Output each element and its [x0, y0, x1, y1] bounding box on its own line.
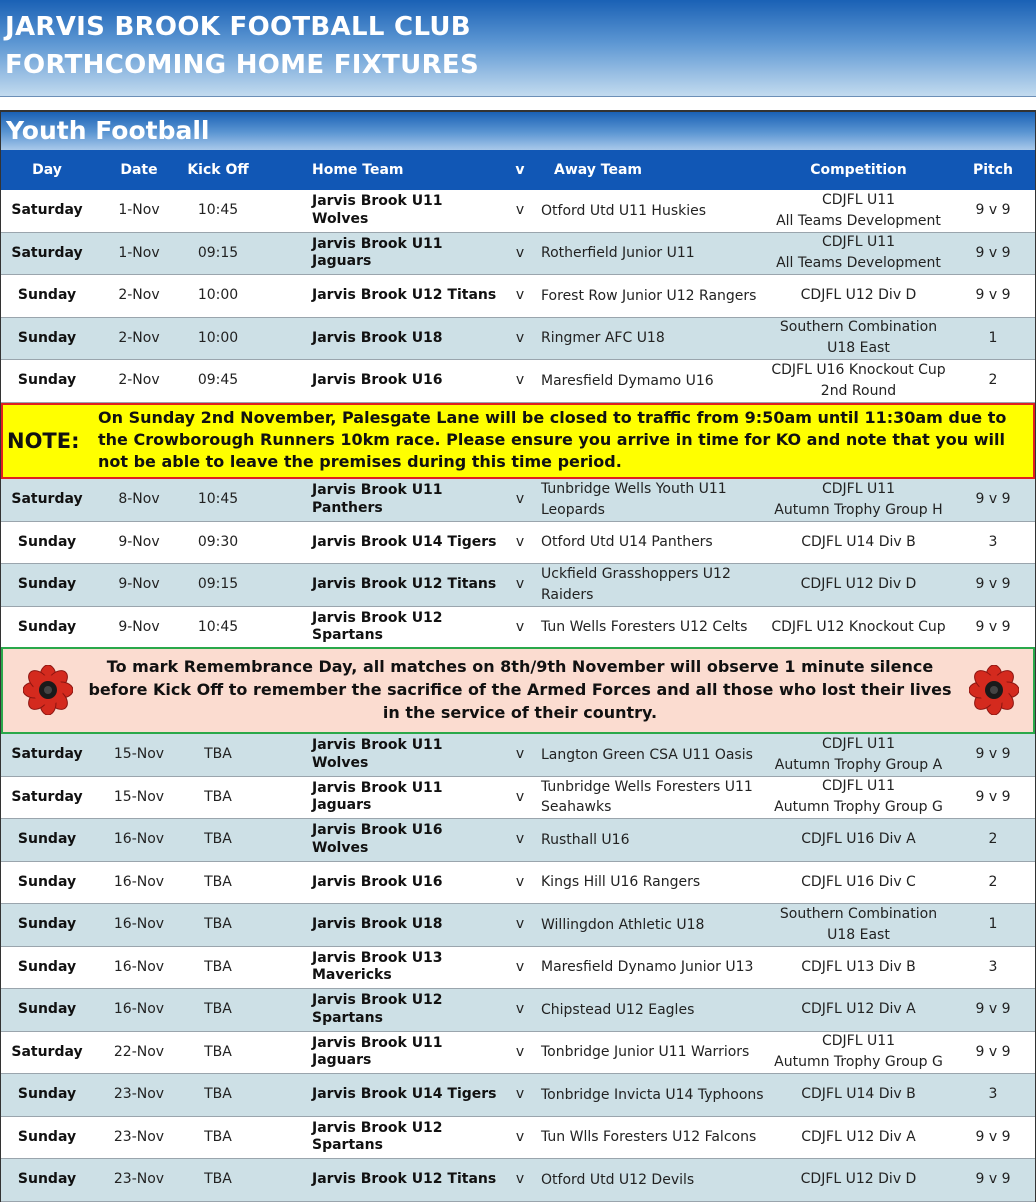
fixture-day: Sunday — [17, 533, 77, 550]
competition — [774, 479, 942, 521]
competition-name: CDJFL U16 Div A — [801, 831, 916, 848]
fixture-date: 23-Nov — [113, 1086, 165, 1103]
fixture-kickoff: 09:30 — [197, 533, 239, 550]
fixture-date: 23-Nov — [113, 1171, 165, 1188]
versus: v — [515, 533, 525, 550]
fixture-row — [1, 989, 1035, 1032]
fixture-row — [1, 777, 1035, 820]
fixture-day: Sunday — [17, 1001, 77, 1018]
col-header-date: Date — [120, 161, 158, 178]
youth-football-section — [0, 110, 1036, 1202]
competition — [801, 532, 916, 553]
fixture-day: Sunday — [17, 1128, 77, 1145]
versus: v — [515, 1043, 525, 1060]
fixture-date: 9-Nov — [118, 618, 160, 635]
away-team: Rusthall U16 — [541, 831, 630, 848]
away-team: Tun Wlls Foresters U12 Falcons — [541, 1129, 757, 1146]
fixture-date: 16-Nov — [113, 958, 165, 975]
fixture-pitch: 9 v 9 — [975, 287, 1011, 304]
col-header-pitch: Pitch — [972, 161, 1014, 178]
fixture-row — [1, 1032, 1035, 1075]
fixture-day: Saturday — [11, 788, 83, 805]
fixture-row — [1, 607, 1035, 650]
fixture-pitch: 9 v 9 — [975, 202, 1011, 219]
fixture-row — [1, 1117, 1035, 1160]
competition — [774, 1031, 943, 1073]
away-team: Kings Hill U16 Rangers — [541, 874, 701, 891]
home-team: Jarvis Brook U11 Panthers — [312, 482, 443, 516]
versus: v — [515, 372, 525, 389]
competition-name: CDJFL U16 Div C — [801, 873, 916, 890]
fixture-date: 23-Nov — [113, 1128, 165, 1145]
home-team: Jarvis Brook U11 Jaguars — [312, 235, 443, 270]
fixture-date: 16-Nov — [113, 831, 165, 848]
home-team: Jarvis Brook U12 Titans — [312, 1171, 497, 1187]
competition — [776, 190, 941, 232]
home-team: Jarvis Brook U16 Wolves — [312, 822, 443, 856]
note-label: NOTE: — [7, 429, 80, 453]
competition — [780, 317, 937, 359]
fixture-pitch: 3 — [988, 958, 998, 975]
fixture-kickoff: TBA — [204, 1086, 232, 1103]
competition-name: Southern Combination — [779, 319, 938, 336]
remembrance-text: To mark Remembrance Day, all matches on 8th/9th November will observe 1 minute silence before Kick Off to remember the sacrifice of the Armed Forces and all those who lost their lives in the service of their country. — [88, 657, 952, 722]
away-team: Maresfield Dymamo U16 — [541, 372, 714, 389]
fixture-kickoff: TBA — [204, 788, 232, 805]
fixture-date: 22-Nov — [113, 1043, 165, 1060]
competition-name: CDJFL U12 Div D — [800, 1171, 917, 1188]
col-header-v: v — [515, 161, 525, 178]
competition — [780, 904, 937, 946]
fixture-row — [1, 318, 1035, 361]
versus: v — [515, 491, 525, 508]
fixture-kickoff: TBA — [204, 1171, 232, 1188]
fixture-pitch: 3 — [988, 1086, 998, 1103]
away-team: Ringmer AFC U18 — [541, 330, 665, 347]
competition-name: CDJFL U11 — [821, 480, 896, 497]
away-team: Forest Row Junior U12 Rangers — [541, 287, 757, 304]
home-team: Jarvis Brook U14 Tigers — [312, 533, 497, 550]
col-header-home: Home Team — [312, 161, 404, 178]
away-team: Maresfield Dynamo Junior U13 — [541, 959, 754, 976]
fixture-kickoff: 10:45 — [197, 618, 239, 635]
fixture-kickoff: TBA — [204, 831, 232, 848]
fixture-pitch: 9 v 9 — [975, 1001, 1011, 1018]
fixture-date: 1-Nov — [118, 244, 160, 261]
fixture-day: Sunday — [17, 1086, 77, 1103]
competition-name: CDJFL U13 Div B — [801, 958, 916, 975]
away-team: Otford Utd U12 Devils — [541, 1171, 695, 1188]
fixture-row — [1, 734, 1035, 777]
competition — [774, 776, 943, 818]
competition — [801, 1084, 916, 1105]
competition-stage: All Teams Development — [776, 212, 941, 229]
fixture-day: Saturday — [11, 244, 83, 261]
versus: v — [515, 287, 525, 304]
poppy-icon — [969, 665, 1019, 715]
fixture-date: 16-Nov — [113, 1001, 165, 1018]
fixture-pitch: 9 v 9 — [975, 618, 1011, 635]
fixture-day: Sunday — [17, 618, 77, 635]
versus: v — [515, 1001, 525, 1018]
away-team: Uckfield Grasshoppers U12 Raiders — [541, 566, 731, 603]
versus: v — [515, 618, 525, 635]
fixture-kickoff: 09:15 — [197, 244, 239, 261]
competition-stage: U18 East — [827, 926, 890, 943]
poppy-icon — [23, 665, 73, 715]
competition — [771, 617, 945, 638]
versus: v — [515, 576, 525, 593]
fixture-row — [1, 862, 1035, 905]
versus: v — [515, 746, 525, 763]
fixture-kickoff: 10:00 — [197, 329, 239, 346]
versus: v — [515, 916, 525, 933]
competition-name: CDJFL U16 Knockout Cup — [771, 361, 946, 378]
fixture-pitch: 9 v 9 — [975, 1128, 1011, 1145]
fixture-kickoff: 10:45 — [197, 491, 239, 508]
fixture-row — [1, 819, 1035, 862]
away-team: Tonbridge Junior U11 Warriors — [541, 1044, 750, 1061]
competition — [771, 360, 945, 402]
fixture-kickoff: 09:15 — [197, 576, 239, 593]
fixture-pitch: 3 — [988, 533, 998, 550]
home-team: Jarvis Brook U11 Jaguars — [312, 779, 443, 814]
fixture-row — [1, 275, 1035, 318]
versus: v — [515, 1171, 525, 1188]
away-team: Rotherfield Junior U11 — [541, 245, 695, 262]
versus: v — [515, 1086, 525, 1103]
home-team: Jarvis Brook U11 Wolves — [312, 193, 443, 227]
competition-name: CDJFL U11 — [821, 234, 896, 251]
col-header-away: Away Team — [554, 161, 643, 178]
away-team: Chipstead U12 Eagles — [541, 1001, 695, 1018]
fixture-kickoff: 10:45 — [197, 202, 239, 219]
versus: v — [515, 329, 525, 346]
home-team: Jarvis Brook U12 Titans — [312, 287, 497, 303]
page-title: FORTHCOMING HOME FIXTURES — [5, 50, 479, 80]
fixture-day: Saturday — [11, 1043, 83, 1060]
section-title: Youth Football — [6, 116, 210, 145]
away-team: Willingdon Athletic U18 — [541, 916, 705, 933]
competition-name: CDJFL U11 — [821, 191, 896, 208]
away-team: Tun Wells Foresters U12 Celts — [541, 619, 748, 636]
versus: v — [515, 1128, 525, 1145]
fixture-pitch: 2 — [988, 372, 998, 389]
fixture-day: Sunday — [17, 831, 77, 848]
competition-name: CDJFL U14 Div B — [801, 1086, 916, 1103]
col-header-competition: Competition — [810, 161, 907, 178]
fixture-day: Saturday — [11, 491, 83, 508]
fixture-row — [1, 564, 1035, 607]
competition — [801, 829, 915, 850]
fixture-day: Sunday — [17, 916, 77, 933]
fixture-pitch: 9 v 9 — [975, 788, 1011, 805]
fixture-date: 9-Nov — [118, 533, 160, 550]
remembrance-notice — [1, 647, 1035, 734]
fixture-kickoff: TBA — [204, 958, 232, 975]
away-team: Tonbridge Invicta U14 Typhoons — [541, 1086, 764, 1103]
versus: v — [515, 202, 525, 219]
fixture-date: 15-Nov — [113, 746, 165, 763]
table-header — [1, 150, 1035, 190]
away-team: Tunbridge Wells Youth U11 Leopards — [541, 481, 727, 518]
fixture-date: 9-Nov — [118, 576, 160, 593]
fixture-kickoff: 09:45 — [197, 372, 239, 389]
col-header-kickoff: Kick Off — [187, 161, 249, 178]
fixture-date: 2-Nov — [118, 329, 160, 346]
competition — [801, 999, 915, 1020]
competition — [775, 734, 942, 776]
away-team: Tunbridge Wells Foresters U11 Seahawks — [541, 778, 753, 816]
fixture-row — [1, 479, 1035, 522]
section-header — [1, 112, 1035, 150]
home-team: Jarvis Brook U12 Titans — [312, 576, 497, 592]
fixture-day: Saturday — [11, 202, 83, 219]
home-team: Jarvis Brook U11 Wolves — [312, 737, 443, 771]
competition — [801, 285, 917, 306]
competition — [801, 574, 917, 595]
versus: v — [515, 873, 525, 890]
competition-stage: U18 East — [827, 340, 890, 357]
fixture-date: 15-Nov — [113, 788, 165, 805]
page-banner — [0, 0, 1036, 97]
fixture-pitch: 9 v 9 — [975, 1043, 1011, 1060]
competition-stage: Autumn Trophy Group G — [774, 799, 943, 816]
competition — [801, 872, 916, 893]
fixture-day: Sunday — [17, 576, 77, 593]
fixture-row — [1, 947, 1035, 990]
fixture-row — [1, 904, 1035, 947]
competition — [801, 1127, 915, 1148]
note-text: On Sunday 2nd November, Palesgate Lane will be closed to traffic from 9:50am until 11:30am due to the Crowborough Runners 10km race. Please ensure you arrive in time for KO and note that you will not be able to leave the premises during this time period. — [98, 408, 1007, 471]
fixture-pitch: 1 — [988, 916, 998, 933]
home-team: Jarvis Brook U18 — [312, 916, 443, 932]
fixture-pitch: 9 v 9 — [975, 746, 1011, 763]
road-closure-note — [1, 403, 1035, 479]
fixture-day: Sunday — [17, 1171, 77, 1188]
fixture-pitch: 1 — [988, 329, 998, 346]
fixture-date: 16-Nov — [113, 916, 165, 933]
fixture-date: 8-Nov — [118, 491, 160, 508]
club-name: JARVIS BROOK FOOTBALL CLUB — [5, 12, 471, 42]
fixture-row — [1, 1074, 1035, 1117]
fixture-kickoff: TBA — [204, 746, 232, 763]
fixture-date: 2-Nov — [118, 287, 160, 304]
competition-stage: Autumn Trophy Group H — [774, 501, 943, 518]
fixture-day: Sunday — [17, 329, 77, 346]
away-team: Otford Utd U11 Huskies — [541, 202, 707, 219]
col-header-day: Day — [32, 161, 62, 178]
fixture-pitch: 2 — [988, 873, 998, 890]
home-team: Jarvis Brook U16 — [312, 873, 443, 890]
versus: v — [515, 244, 525, 261]
fixture-row — [1, 522, 1035, 565]
competition-name: CDJFL U12 Div D — [800, 576, 917, 593]
competition-stage: All Teams Development — [776, 255, 941, 272]
fixture-kickoff: TBA — [204, 916, 232, 933]
fixture-pitch: 9 v 9 — [975, 576, 1011, 593]
home-team: Jarvis Brook U16 — [312, 372, 443, 388]
fixture-date: 2-Nov — [118, 372, 160, 389]
fixture-day: Sunday — [17, 287, 77, 304]
versus: v — [515, 788, 525, 805]
fixture-day: Sunday — [17, 372, 77, 389]
competition-stage: 2nd Round — [820, 382, 897, 399]
fixture-kickoff: TBA — [204, 873, 232, 890]
competition-name: CDJFL U12 Div A — [801, 1001, 916, 1018]
home-team: Jarvis Brook U12 Spartans — [312, 1119, 443, 1154]
fixture-row — [1, 360, 1035, 403]
fixture-day: Sunday — [17, 873, 77, 890]
away-team: Langton Green CSA U11 Oasis — [541, 746, 753, 763]
fixture-row — [1, 190, 1035, 233]
fixture-pitch: 2 — [988, 831, 998, 848]
fixture-pitch: 9 v 9 — [975, 1171, 1011, 1188]
competition-name: CDJFL U11 — [821, 778, 896, 795]
home-team: Jarvis Brook U12 Spartans — [312, 609, 443, 644]
versus: v — [515, 831, 525, 848]
home-team: Jarvis Brook U18 — [312, 329, 443, 346]
fixture-date: 16-Nov — [113, 873, 165, 890]
fixture-pitch: 9 v 9 — [975, 491, 1011, 508]
fixture-date: 1-Nov — [118, 202, 160, 219]
versus: v — [515, 958, 525, 975]
fixture-pitch: 9 v 9 — [975, 244, 1011, 261]
competition-name: Southern Combination — [779, 905, 938, 922]
home-team: Jarvis Brook U13 Mavericks — [312, 949, 443, 984]
home-team: Jarvis Brook U12 Spartans — [312, 992, 443, 1026]
competition-name: CDJFL U12 Knockout Cup — [771, 618, 946, 635]
competition — [776, 232, 941, 274]
fixture-kickoff: TBA — [204, 1128, 232, 1145]
competition-name: CDJFL U11 — [821, 1033, 896, 1050]
competition-name: CDJFL U12 Div D — [800, 287, 917, 304]
competition-name: CDJFL U11 — [821, 735, 896, 752]
home-team: Jarvis Brook U14 Tigers — [312, 1086, 497, 1102]
fixture-day: Sunday — [17, 958, 77, 975]
competition-name: CDJFL U14 Div B — [801, 533, 916, 550]
competition-stage: Autumn Trophy Group G — [774, 1054, 943, 1071]
home-team: Jarvis Brook U11 Jaguars — [312, 1034, 443, 1069]
fixture-row — [1, 1159, 1035, 1202]
competition — [801, 1169, 917, 1190]
fixture-kickoff: TBA — [204, 1001, 232, 1018]
fixture-kickoff: TBA — [204, 1043, 232, 1060]
away-team: Otford Utd U14 Panthers — [541, 534, 713, 551]
fixture-kickoff: 10:00 — [197, 287, 239, 304]
competition — [801, 957, 916, 978]
competition-stage: Autumn Trophy Group A — [774, 756, 943, 773]
fixture-row — [1, 233, 1035, 276]
competition-name: CDJFL U12 Div A — [801, 1128, 916, 1145]
fixture-day: Saturday — [11, 746, 83, 763]
